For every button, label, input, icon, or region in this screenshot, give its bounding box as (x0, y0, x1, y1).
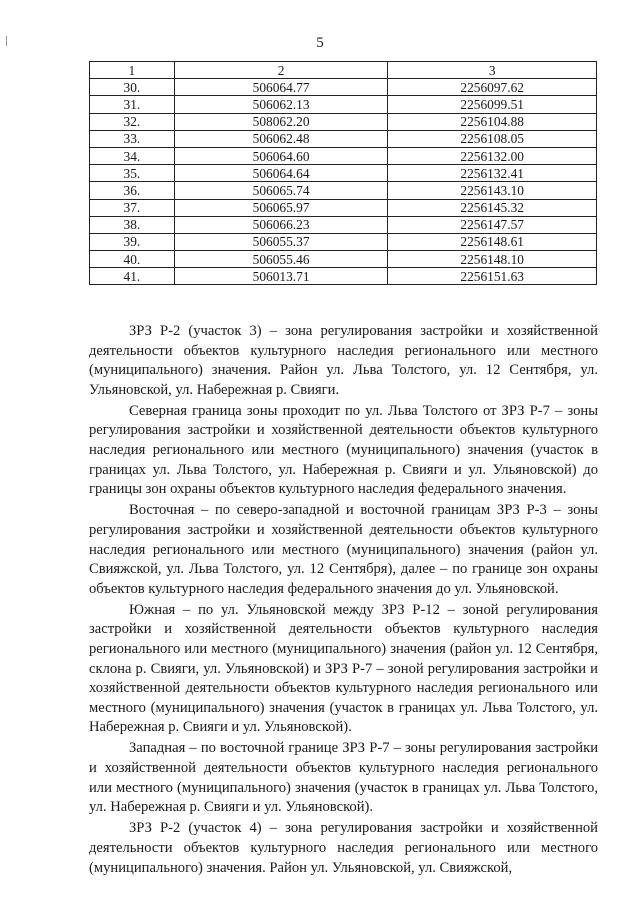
paragraph-west-border: Западная – по восточной границе ЗРЗ Р-7 – зоны регулирования застройки и хозяйственной деятельности объектов культурного наследия регионального или местного (муниципального) значения (участок в границах ул. Льва Толстого, ул. Набережная р. Свияги и ул. Ульяновской). (89, 740, 598, 816)
table-row (90, 216, 597, 233)
column-header: 2 (174, 62, 388, 79)
coordinate-x: 506013.71 (174, 268, 388, 285)
point-number: 34. (90, 147, 175, 164)
coordinate-y: 2256132.00 (388, 147, 597, 164)
column-header: 3 (388, 62, 597, 79)
point-number: 41. (90, 268, 175, 285)
point-number: 36. (90, 182, 175, 199)
coordinate-y: 2256148.61 (388, 233, 597, 250)
table-row (90, 233, 597, 250)
coordinate-x: 506055.37 (174, 233, 388, 250)
coordinate-y: 2256104.88 (388, 113, 597, 130)
point-number: 37. (90, 199, 175, 216)
point-number: 33. (90, 130, 175, 147)
column-header: 1 (90, 62, 175, 79)
table-row (90, 199, 597, 216)
paragraph-east-border: Восточная – по северо-западной и восточной границам ЗРЗ Р-3 – зоны регулирования застройки и хозяйственной деятельности объектов культурного наследия регионального или местного (муниципального) значения (район ул. Свияжской, ул. Льва Толстого, ул. 12 Сентября), далее – по границе зон охраны объектов культурного наследия федерального значения до ул. Ульяновской. (89, 502, 598, 597)
paragraph-zone-r2-plot4: ЗРЗ Р-2 (участок 4) – зона регулирования застройки и хозяйственной деятельности объектов культурного наследия регионального или местного (муниципального) значения. Район ул. Ульяновской, ул. Свияжской, (89, 820, 598, 876)
document-body (89, 322, 598, 878)
table-row (90, 165, 597, 182)
paragraph-zone-r2-plot3: ЗРЗ Р-2 (участок 3) – зона регулирования застройки и хозяйственной деятельности объектов культурного наследия регионального или местного (муниципального) значения. Район ул. Льва Толстого, ул. 12 Сентября, ул. Ульяновской, ул. Набережная р. Свияги. (89, 323, 598, 398)
table-row (90, 182, 597, 199)
coordinate-y: 2256143.10 (388, 182, 597, 199)
point-number: 40. (90, 251, 175, 268)
coordinate-x: 506064.60 (174, 147, 388, 164)
table-row (90, 113, 597, 130)
point-number: 31. (90, 96, 175, 113)
coordinate-y: 2256145.32 (388, 199, 597, 216)
table-row (90, 130, 597, 147)
table-row (90, 96, 597, 113)
table-row (90, 79, 597, 96)
coordinate-y: 2256097.62 (388, 79, 597, 96)
point-number: 32. (90, 113, 175, 130)
coordinate-y: 2256148.10 (388, 251, 597, 268)
coordinates-table (89, 61, 597, 285)
page-number: 5 (316, 35, 324, 51)
coordinate-y: 2256099.51 (388, 96, 597, 113)
paragraph-north-border: Северная граница зоны проходит по ул. Льва Толстого от ЗРЗ Р-7 – зоны регулирования застройки и хозяйственной деятельности объектов культурного наследия регионального или местного (муниципального) значения (участок в границах ул. Льва Толстого, ул. Набережная р. Свияги и ул. Ульяновской) до границы зон охраны объектов культурного наследия федерального значения. (89, 402, 598, 498)
point-number: 35. (90, 165, 175, 182)
table-row (90, 268, 597, 285)
coordinate-x: 506066.23 (174, 216, 388, 233)
coordinate-x: 506062.13 (174, 96, 388, 113)
coordinate-y: 2256108.05 (388, 130, 597, 147)
coordinate-x: 506065.74 (174, 182, 388, 199)
coordinate-y: 2256147.57 (388, 216, 597, 233)
table-header-row (90, 62, 597, 79)
point-number: 30. (90, 79, 175, 96)
coordinate-x: 506065.97 (174, 199, 388, 216)
point-number: 38. (90, 216, 175, 233)
coordinate-y: 2256132.41 (388, 165, 597, 182)
table-row (90, 147, 597, 164)
point-number: 39. (90, 233, 175, 250)
coordinate-x: 506062.48 (174, 130, 388, 147)
coordinate-x: 506064.77 (174, 79, 388, 96)
table-row (90, 251, 597, 268)
coordinate-y: 2256151.63 (388, 268, 597, 285)
coordinate-x: 506064.64 (174, 165, 388, 182)
coordinate-x: 506055.46 (174, 251, 388, 268)
paragraph-south-border: Южная – по ул. Ульяновской между ЗРЗ Р-12 – зоной регулирования застройки и хозяйственной деятельности объектов культурного наследия регионального или местного (муниципального) значения (район ул. 12 Сентября, склона р. Свияги, ул. Ульяновской) и ЗРЗ Р-7 – зоной регулирования застройки и хозяйственной деятельности объектов культурного наследия регионального или местного (муниципального) значения (участок в границах ул. Льва Толстого, ул. Набережная р. Свияги и ул. Ульяновской). (89, 601, 598, 736)
coordinate-x: 508062.20 (174, 113, 388, 130)
